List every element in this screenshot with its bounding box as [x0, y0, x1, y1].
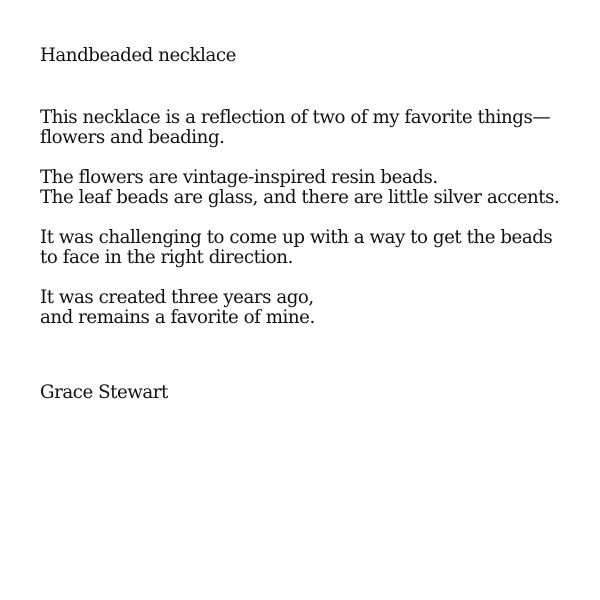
paragraph-line: to face in the right direction.	[40, 247, 293, 268]
paragraph-line: flowers and beading.	[40, 127, 225, 148]
paragraph-line: This necklace is a reflection of two of my favorite things—	[40, 107, 551, 128]
author-name: Grace Stewart	[40, 382, 168, 403]
paragraph-line: It was created three years ago,	[40, 287, 314, 308]
paragraph-line: It was challenging to come up with a way to get the beads	[40, 227, 553, 248]
paragraph-line: The flowers are vintage-inspired resin beads.	[40, 167, 438, 188]
paragraph-line: and remains a favorite of mine.	[40, 307, 315, 328]
paragraph-line: The leaf beads are glass, and there are little silver accents.	[40, 187, 560, 208]
document-title: Handbeaded necklace	[40, 45, 236, 66]
